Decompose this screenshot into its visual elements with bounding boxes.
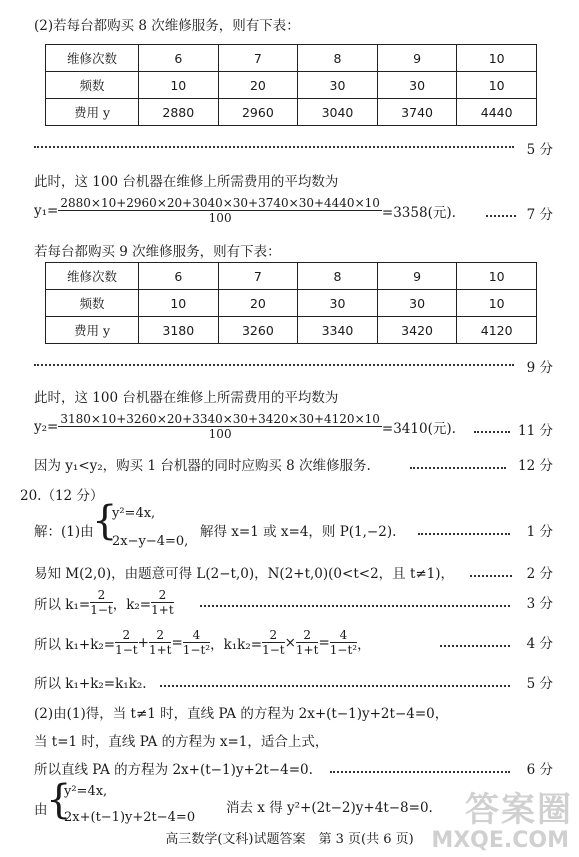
table-row [46,263,537,290]
dot-leader [200,605,510,607]
y2-formula [34,412,456,441]
y1-numerator: 2880×10+2960×20+3040×30+3740×30+4440×10 [60,196,380,210]
dot-leader [470,575,512,577]
score-label: 4 分 [526,636,553,652]
score-label: 9 分 [526,360,553,376]
dot-leader [34,146,514,148]
table-cell: 8 [298,263,378,290]
sys2-eq1: y²=4x, [64,784,108,799]
table-9-services [45,262,537,344]
sys2-prefix: 由 [34,802,48,818]
times-sign: × [284,634,296,651]
table-cell: 6 [139,263,219,290]
table-row [46,99,537,126]
table-cell: 费用 y [46,99,139,126]
sys1-eq1: y²=4x, [112,506,156,521]
equals-sign: = [318,634,330,651]
s1-fraction [115,628,138,657]
table-cell: 10 [457,45,537,72]
k2-fraction [151,588,174,617]
table-cell: 20 [218,72,298,99]
comma: ， [357,636,371,653]
avg-text-1: 此时，这 100 台机器在维修上所需费用的平均数为 [34,174,339,190]
score-label: 2 分 [526,566,553,582]
brace-symbol: { [92,498,118,544]
table-cell: 2960 [218,99,298,126]
plus-sign: + [137,634,149,651]
score-label: 7 分 [526,207,553,223]
dot-leader [486,215,516,217]
avg-text-2: 此时，这 100 台机器在维修上所需费用的平均数为 [34,390,339,406]
sys2-rest: 消去 x 得 y²+(2t−2)y+4t−8=0. [226,800,433,816]
table-row [46,317,537,344]
table-cell: 30 [298,290,378,317]
k1-denominator: 1−t [90,603,113,617]
brace-symbol: { [46,777,72,823]
y1-formula [34,196,456,225]
p2-fraction [296,628,319,657]
table-cell: 10 [457,290,537,317]
sum-prefix: 所以 k₁+k₂= [34,636,116,653]
table-cell: 7 [218,45,298,72]
p3-denominator: 1−t² [329,643,358,657]
table-row [46,72,537,99]
q19-9-intro: 若每台都购买 9 次维修服务，则有下表： [34,244,281,260]
table-cell: 3040 [298,99,378,126]
y1-lhs: y₁= [34,202,59,219]
table-cell: 3180 [139,317,219,344]
k1-fraction [90,588,113,617]
dot-leader [330,771,510,773]
s1-denominator: 1−t [115,643,138,657]
score-label: 11 分 [518,423,553,439]
q19-part2-intro: (2)若每台都购买 8 次维修服务，则有下表： [34,18,300,34]
q20-header: 20.（12 分） [20,488,104,504]
k1-numerator: 2 [90,588,113,603]
table-cell: 频数 [46,290,139,317]
table-cell: 10 [457,72,537,99]
p3-numerator: 4 [330,628,357,643]
prod-label: ，k₁k₂= [210,636,263,653]
score-label: 3 分 [526,596,553,612]
table-cell: 20 [218,290,298,317]
k-prefix: 所以 k₁= [34,596,91,613]
score-label: 5 分 [526,142,553,158]
table-cell: 4440 [457,99,537,126]
score-label: 6 分 [526,762,553,778]
table-cell: 30 [377,290,457,317]
table-cell: 3740 [377,99,457,126]
table-8-services [45,44,537,126]
p1-numerator: 2 [262,628,285,643]
s3-denominator: 1−t² [182,643,211,657]
equals-sign: = [171,634,183,651]
table-cell: 3420 [377,317,457,344]
s2-fraction [149,628,172,657]
table-row [46,45,537,72]
table-cell: 10 [139,72,219,99]
p2-denominator: 1+t [295,643,319,657]
p3-fraction [330,628,357,657]
table-cell: 维修次数 [46,45,139,72]
table-cell: 3340 [298,317,378,344]
table-cell: 10 [139,290,219,317]
p1-denominator: 1−t [262,643,285,657]
k2-label: ，k₂= [112,596,152,613]
line2: 易知 M(2,0)，由题意可得 L(2−t,0)，N(2+t,0)(0<t<2，且 t≠1)， [34,566,455,582]
sol-line1-rest: 解得 x=1 或 x=4，则 P(1,−2). [200,524,397,540]
table-cell: 30 [298,72,378,99]
y2-denominator: 100 [208,427,232,441]
table-cell: 7 [218,263,298,290]
p1-fraction [262,628,285,657]
table-cell: 2880 [139,99,219,126]
table-cell: 费用 y [46,317,139,344]
y1-rhs: =3358(元). [381,204,456,221]
table-cell: 10 [457,263,537,290]
table-cell: 6 [139,45,219,72]
dot-leader [410,467,506,469]
score-label: 1 分 [526,524,553,540]
table-cell: 9 [377,263,457,290]
y1-fraction [58,196,382,225]
table-cell: 30 [377,72,457,99]
watermark-url: MXQE.COM [431,828,569,853]
table-cell: 频数 [46,72,139,99]
y2-lhs: y₂= [34,418,59,435]
sys2-eq2: 2x+(t−1)y+2t−4=0 [64,810,196,825]
watermark-logo: 答案圈 [465,790,573,830]
table-row [46,290,537,317]
table-cell: 维修次数 [46,263,139,290]
k-formula [34,588,174,617]
s2-numerator: 2 [149,628,172,643]
dot-leader [440,645,510,647]
s1-numerator: 2 [115,628,138,643]
dot-leader [418,533,510,535]
part2-line3: 所以直线 PA 的方程为 2x+(t−1)y+2t−4=0. [34,762,313,778]
score-label: 12 分 [518,458,553,474]
sum-product-formula [34,628,371,657]
s3-fraction [183,628,210,657]
table-cell: 4120 [457,317,537,344]
p2-numerator: 2 [296,628,319,643]
dot-leader [474,431,510,433]
table-cell: 8 [298,45,378,72]
conclusion: 因为 y₁<y₂，购买 1 台机器的同时应购买 8 次维修服务. [34,458,371,474]
s2-denominator: 1+t [148,643,172,657]
sol-prefix: 解：(1)由 [34,524,94,540]
line-sum-eq: 所以 k₁+k₂=k₁k₂. [34,676,147,692]
table-cell: 3260 [218,317,298,344]
y2-numerator: 3180×10+3260×20+3340×30+3420×30+4120×10 [60,412,380,426]
s3-numerator: 4 [183,628,210,643]
part2-line2: 当 t=1 时，直线 PA 的方程为 x=1，适合上式， [34,734,329,750]
y2-rhs: =3410(元). [381,420,456,437]
sys1-eq2: 2x−y−4=0, [112,534,189,549]
dot-leader [34,364,514,366]
table-cell: 9 [377,45,457,72]
y1-denominator: 100 [208,211,232,225]
dot-leader [160,685,510,687]
y2-fraction [58,412,382,441]
k2-denominator: 1+t [151,603,174,617]
page-footer: 高三数学(文科)试题答案 第 3 页(共 6 页) [165,832,414,847]
part2-line1: (2)由(1)得，当 t≠1 时，直线 PA 的方程为 2x+(t−1)y+2t−4=0， [34,706,449,722]
k2-numerator: 2 [151,588,174,603]
score-label: 5 分 [526,676,553,692]
